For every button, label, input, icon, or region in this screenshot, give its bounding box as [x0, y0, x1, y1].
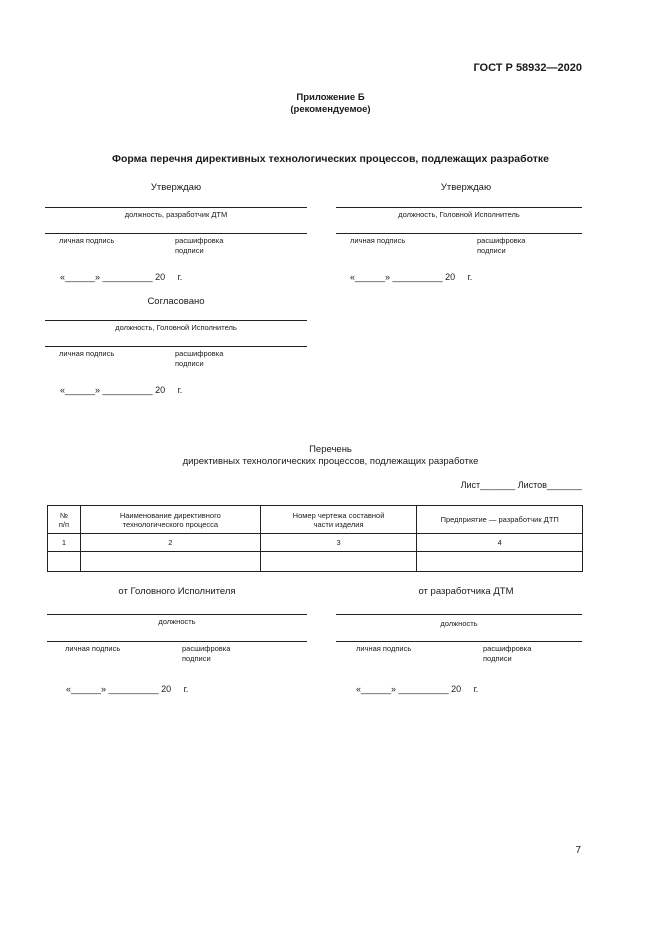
header-enterprise: Предприятие — разработчик ДТП: [417, 506, 583, 534]
table-cell[interactable]: [417, 552, 583, 572]
position-caption: должность: [158, 617, 196, 626]
signature-decode-label: расшифровка подписи: [477, 236, 526, 255]
header-drawing-number: Номер чертежа составной части изделия: [260, 506, 417, 534]
table-row: [48, 552, 583, 572]
personal-signature-label: личная подпись: [65, 644, 121, 653]
col-number-2: 2: [80, 534, 260, 552]
personal-signature-label: личная подпись: [59, 236, 115, 245]
table-header-row: [48, 506, 583, 534]
approve-left-block: [45, 182, 307, 260]
position-line: [45, 320, 307, 321]
sheet-info: Лист_______ Листов_______: [460, 480, 582, 490]
col-number-1: 1: [48, 534, 81, 552]
from-dev-date: «______» __________ 20 г.: [356, 684, 479, 694]
document-code: ГОСТ Р 58932—2020: [473, 62, 582, 74]
signature-decode-label: расшифровка подписи: [175, 236, 224, 255]
list-subtitle: директивных технологических процессов, подлежащих разработке: [182, 456, 479, 467]
signature-decode-label: расшифровка подписи: [182, 644, 231, 663]
personal-signature-label: личная подпись: [356, 644, 412, 653]
approve-right-block: [336, 182, 582, 260]
table-number-row: [48, 534, 583, 552]
form-title: Форма перечня директивных технологических процессов, подлежащих разработке: [112, 153, 549, 165]
agreed-date: «______» __________ 20 г.: [60, 385, 183, 395]
table-cell[interactable]: [80, 552, 260, 572]
approve-left-date: «______» __________ 20 г.: [60, 272, 183, 282]
appendix-title: Приложение Б: [296, 92, 365, 103]
position-line: [336, 207, 582, 208]
table-cell[interactable]: [48, 552, 81, 572]
position-caption: должность, Головной Исполнитель: [398, 210, 520, 219]
from-head-block: [47, 586, 307, 668]
position-caption: должность, разработчик ДТМ: [124, 210, 228, 219]
header-number: № п/п: [48, 506, 81, 534]
from-dev-heading: от разработчика ДТМ: [418, 586, 514, 597]
approve-right-heading: Утверждаю: [440, 182, 492, 193]
agreed-block: [45, 296, 307, 373]
position-line: [47, 614, 307, 615]
personal-signature-label: личная подпись: [350, 236, 406, 245]
signature-decode-label: расшифровка подписи: [175, 349, 224, 368]
approve-right-date: «______» __________ 20 г.: [350, 272, 473, 282]
position-line: [336, 614, 582, 615]
table-cell[interactable]: [260, 552, 417, 572]
agreed-heading: Согласовано: [147, 296, 205, 307]
personal-signature-label: личная подпись: [59, 349, 115, 358]
page-number: 7: [575, 845, 581, 856]
position-caption: должность, Головной Исполнитель: [115, 323, 237, 332]
approve-left-heading: Утверждаю: [150, 182, 202, 193]
position-line: [45, 207, 307, 208]
from-dev-block: [336, 586, 582, 668]
from-head-date: «______» __________ 20 г.: [66, 684, 189, 694]
signature-decode-label: расшифровка подписи: [483, 644, 532, 663]
from-head-heading: от Головного Исполнителя: [118, 586, 236, 597]
list-title: Перечень: [309, 444, 352, 455]
appendix-subtitle: (рекомендуемое): [290, 104, 371, 115]
position-caption: должность: [440, 619, 478, 628]
col-number-3: 3: [260, 534, 417, 552]
header-process-name: Наименование директивного технологического процесса: [80, 506, 260, 534]
processes-table: [47, 505, 583, 572]
col-number-4: 4: [417, 534, 583, 552]
